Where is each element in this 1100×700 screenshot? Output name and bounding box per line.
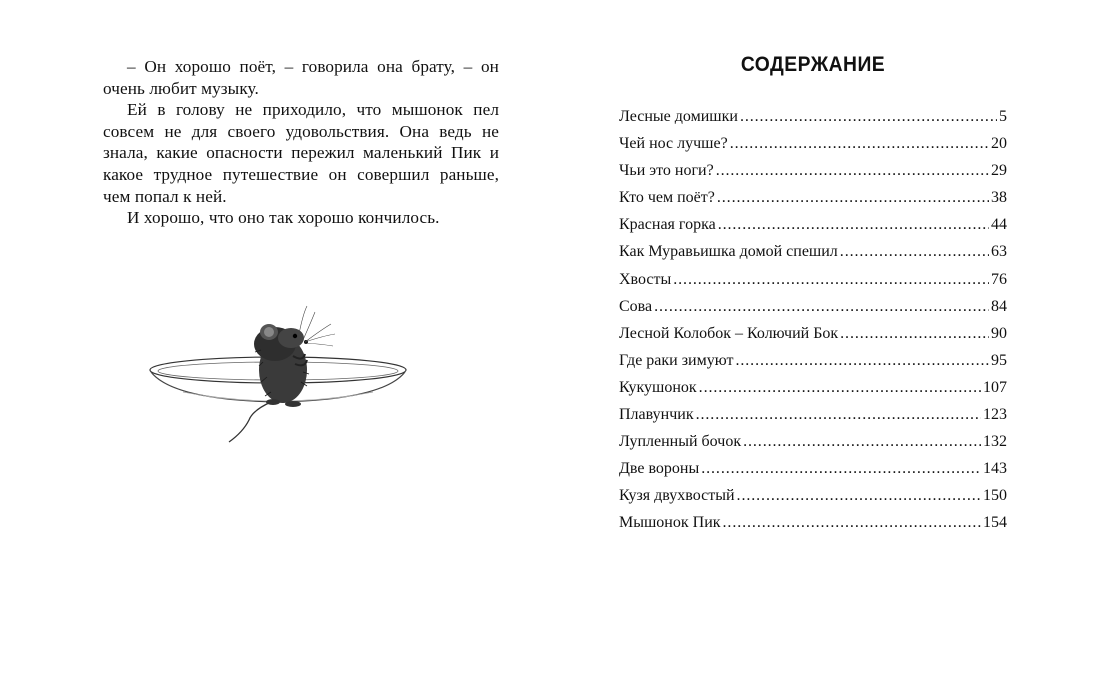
toc-list xyxy=(619,103,1007,537)
table-of-contents xyxy=(619,50,1007,537)
toc-entry-title: Как Муравьишка домой спешил xyxy=(619,243,838,261)
toc-entry-title: Чей нос лучше? xyxy=(619,135,728,153)
toc-entry-page: 90 xyxy=(991,324,1007,342)
toc-entry-title: Кукушонок xyxy=(619,378,697,396)
toc-dot-leader xyxy=(840,320,989,347)
toc-entry[interactable] xyxy=(619,482,1007,509)
left-page xyxy=(103,56,499,229)
toc-entry-page: 132 xyxy=(983,433,1007,451)
toc-entry-page: 20 xyxy=(991,135,1007,153)
toc-entry[interactable] xyxy=(619,184,1007,211)
toc-entry[interactable] xyxy=(619,374,1007,401)
toc-entry-page: 123 xyxy=(983,406,1007,424)
toc-entry-page: 63 xyxy=(991,243,1007,261)
toc-entry-title: Лесной Колобок – Колючий Бок xyxy=(619,324,839,342)
toc-entry[interactable] xyxy=(619,455,1007,482)
toc-dot-leader xyxy=(840,238,989,265)
toc-entry-title: Кто чем поёт? xyxy=(619,189,715,207)
toc-entry[interactable] xyxy=(619,293,1007,320)
toc-entry[interactable] xyxy=(619,320,1007,347)
toc-entry-page: 29 xyxy=(991,162,1007,180)
toc-entry-page: 107 xyxy=(983,378,1007,396)
toc-entry[interactable] xyxy=(619,130,1007,157)
toc-entry-title: Красная горка xyxy=(619,216,716,234)
toc-dot-leader xyxy=(735,347,989,374)
toc-entry-title: Сова xyxy=(619,297,653,315)
toc-entry-page: 154 xyxy=(983,514,1007,532)
toc-dot-leader xyxy=(717,184,989,211)
toc-dot-leader xyxy=(696,401,981,428)
toc-entry[interactable] xyxy=(619,509,1007,536)
toc-entry-page: 84 xyxy=(991,297,1007,315)
toc-entry-page: 95 xyxy=(991,351,1007,369)
toc-entry-title: Где раки зимуют xyxy=(619,351,734,369)
toc-dot-leader xyxy=(737,482,981,509)
toc-entry-page: 76 xyxy=(991,270,1007,288)
story-paragraph: И хорошо, что оно так хорошо кончилось. xyxy=(127,208,440,228)
toc-entry-title: Мышонок Пик xyxy=(619,514,721,532)
mouse-drawing xyxy=(229,306,335,442)
toc-entry[interactable] xyxy=(619,266,1007,293)
toc-entry[interactable] xyxy=(619,428,1007,455)
toc-entry-title: Кузя двухвостый xyxy=(619,487,735,505)
toc-dot-leader xyxy=(743,428,981,455)
toc-entry-page: 143 xyxy=(983,460,1007,478)
toc-entry-title: Хвосты xyxy=(619,270,672,288)
toc-entry[interactable] xyxy=(619,211,1007,238)
toc-entry-title: Плавунчик xyxy=(619,406,694,424)
toc-entry-title: Две вороны xyxy=(619,460,700,478)
toc-entry-page: 5 xyxy=(999,108,1007,125)
toc-dot-leader xyxy=(701,455,981,482)
toc-entry[interactable] xyxy=(619,103,1007,130)
toc-dot-leader xyxy=(723,509,981,536)
story-paragraph: – Он хорошо поёт, – говорила она брату, – он очень любит музыку. xyxy=(103,57,499,98)
toc-dot-leader xyxy=(699,374,981,401)
toc-entry[interactable] xyxy=(619,238,1007,265)
toc-entry-title: Чьи это ноги? xyxy=(619,162,714,180)
toc-entry[interactable] xyxy=(619,157,1007,184)
toc-entry-page: 38 xyxy=(991,189,1007,207)
toc-entry-page: 150 xyxy=(983,487,1007,505)
toc-dot-leader xyxy=(740,103,997,130)
toc-dot-leader xyxy=(718,211,989,238)
toc-entry-title: Лесные домишки xyxy=(619,108,738,125)
toc-dot-leader xyxy=(654,293,989,320)
mouse-on-saucer-illustration xyxy=(143,292,413,452)
toc-entry-page: 44 xyxy=(991,216,1007,234)
toc-dot-leader xyxy=(716,157,989,184)
toc-title: СОДЕРЖАНИЕ xyxy=(740,53,886,76)
toc-entry-title: Лупленный бочок xyxy=(619,433,742,451)
story-paragraph: Ей в голову не приходило, что мышонок пел совсем не для своего удовольствия. Она ведь не знала, какие опасности пережил маленький Пик и какое трудное путешествие он совершил раньше, чем попал к ней. xyxy=(103,100,499,206)
toc-entry[interactable] xyxy=(619,401,1007,428)
toc-entry[interactable] xyxy=(619,347,1007,374)
toc-dot-leader xyxy=(673,266,989,293)
toc-dot-leader xyxy=(730,130,989,157)
